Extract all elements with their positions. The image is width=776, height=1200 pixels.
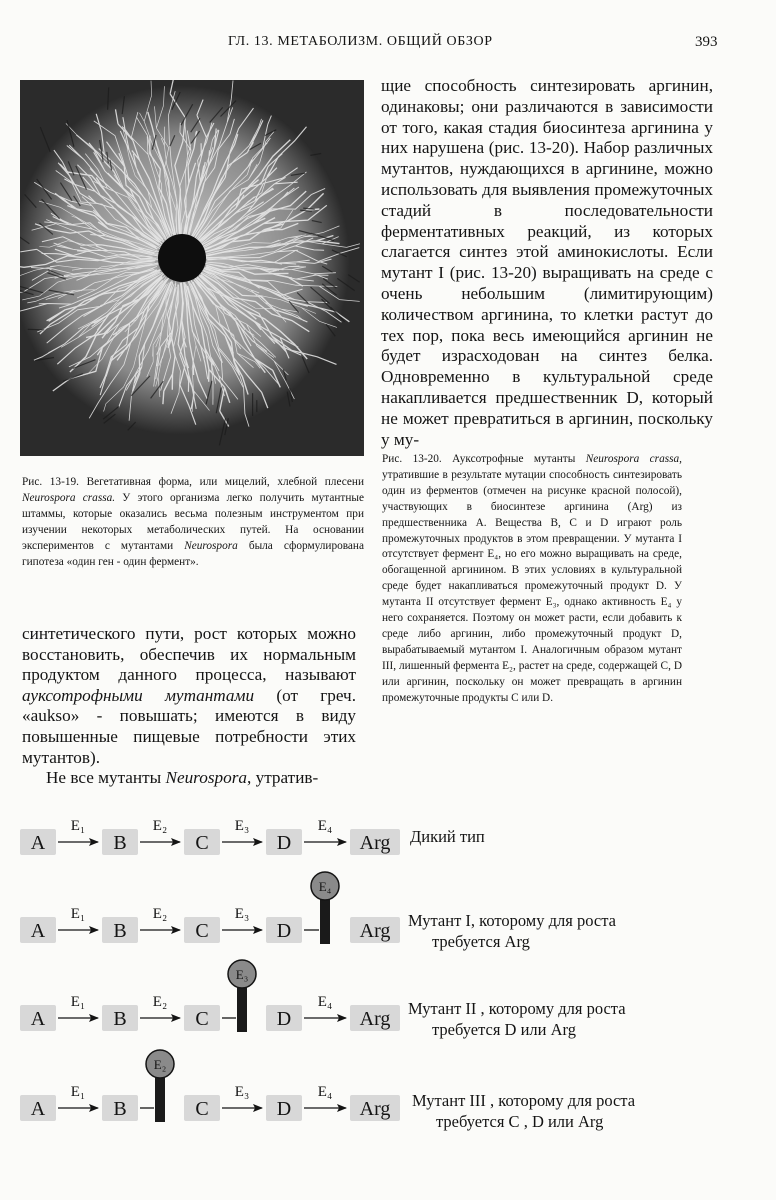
row-label-line: Мутант III , которому для роста: [412, 1091, 636, 1110]
paragraph: щие способность синтезировать аргинин, одинаковы; они различаются в зависимости от того, какая стадия биосинтеза аргинина у них нарушена (рис. 13-20). Набор различных мутантов, нуждающихся в аргинине, можно использовать для выявления промежуточных стадий в последовательности ферментативных реакций, из которых слагается синтез этой аминокислоты. Если мутант I (рис. 13-20) выращивать на среде с очень небольшим (лимитирующим) количеством аргинина, то клетки растут до тех пор, пока весь имеющийся аргинин не будет израсходован на синтез белка. Одновременно в культуральной среде накапливается предшественник D, который не может превратиться в аргинин, поскольку у му-: [381, 76, 713, 449]
left-column-text: [22, 624, 356, 789]
caption-label: Рис. 13-20.: [382, 453, 442, 465]
row-label-mutant-1: [408, 910, 616, 952]
block-bar: [155, 1074, 165, 1122]
enzyme-label: E₂: [152, 906, 168, 922]
caption-text: У этого организма легко получить мутантные штаммы, которые оказались весьма полезным инструментом при изучении некоторых метаболических путей. На основании экспериментов с мутантами: [22, 492, 364, 552]
row-label-wild-type: [410, 826, 485, 847]
enzyme-label: E₂: [152, 994, 168, 1010]
pathway-diagram: [20, 790, 760, 1150]
metabolite-B: B: [113, 832, 127, 854]
metabolite-C: C: [195, 832, 209, 854]
metabolite-A: A: [30, 920, 46, 942]
mycelium-photo: [20, 80, 364, 456]
caption-text: Ауксотрофные мутанты: [441, 453, 586, 465]
metabolite-C: C: [195, 1098, 209, 1120]
enzyme-label: E₁: [70, 994, 86, 1010]
pathway-row-1: [20, 872, 400, 944]
pathway-row-3: [20, 1050, 400, 1122]
paragraph-text: Не все мутанты: [46, 768, 166, 788]
row-label-line: Дикий тип: [410, 827, 485, 846]
blocked-enzyme-label: E₃: [235, 967, 249, 982]
metabolite-A: A: [30, 1098, 46, 1120]
enzyme-label: E₄: [317, 818, 333, 834]
metabolite-Arg: Arg: [359, 920, 391, 942]
term: ауксотрофными мутантами: [22, 685, 255, 705]
genus: Neurospora: [165, 768, 247, 788]
metabolite-C: C: [195, 1008, 209, 1030]
colony-center: [158, 234, 206, 282]
figure-13-20-caption: [382, 452, 682, 707]
blocked-enzyme-label: E₂: [153, 1057, 167, 1072]
enzyme-label: E₃: [234, 906, 250, 922]
metabolite-A: A: [30, 832, 46, 854]
row-label-mutant-2: [408, 998, 626, 1040]
page-number: 393: [695, 34, 718, 50]
metabolite-Arg: Arg: [359, 832, 391, 854]
caption-species: Neurospora crassa.: [22, 492, 116, 504]
metabolite-C: C: [195, 920, 209, 942]
metabolite-D: D: [276, 920, 292, 942]
running-title: ГЛ. 13. МЕТАБОЛИЗМ. ОБЩИЙ ОБЗОР: [228, 34, 493, 49]
metabolite-Arg: Arg: [359, 1008, 391, 1030]
enzyme-label: E₁: [70, 1084, 86, 1100]
caption-label: Рис. 13-19.: [22, 476, 79, 488]
metabolite-D: D: [276, 1098, 292, 1120]
metabolite-Arg: Arg: [359, 1098, 391, 1120]
caption-species: Neurospora crassa,: [585, 453, 682, 465]
row-label-line: Мутант II , которому для роста: [408, 999, 626, 1018]
pathway-svg: [20, 790, 760, 1150]
enzyme-label: E₁: [70, 818, 86, 834]
blocked-enzyme-label: E₄: [318, 879, 332, 894]
enzyme-label: E₄: [317, 994, 333, 1010]
paragraph-text: синтетического пути, рост которых можно восстановить, обеспечив их нормальным продуктом данного процесса, называют: [22, 624, 356, 685]
metabolite-B: B: [113, 920, 127, 942]
paragraph-text: (от греч. «auksо» - повышать; имеются в виду повышенные пищевые потребности этих мутантов).: [22, 685, 357, 767]
row-label-line: Мутант I, которому для роста: [408, 911, 616, 930]
metabolite-D: D: [276, 1008, 292, 1030]
row-label-line: требуется Arg: [432, 932, 530, 951]
enzyme-label: E₁: [70, 906, 86, 922]
paragraph-text: , утратив-: [247, 768, 319, 788]
caption-genus: Neurospora: [184, 540, 238, 552]
enzyme-label: E₃: [234, 1084, 250, 1100]
metabolite-B: B: [113, 1098, 127, 1120]
row-label-line: требуется С , D или Arg: [436, 1112, 604, 1131]
metabolite-D: D: [276, 832, 292, 854]
caption-text: утратившие в результате мутации способность синтезировать один из ферментов (отмечен на рисунке красной полосой), участвующих в биосинтезе аргинина (Arg) из предшественника А. Вещества В, С и D играют роль промежуточных продуктов в этом превращении. У мутанта I отсутствует фермент E₄, но его можно выращивать на среде, обогащенной аргинином. В этих условиях в культуральной среде будет накапливаться промежуточный продукт D. У мутанта II отсутствует фермент E₃, однако активность E₄ у него сохраняется. Поэтому он может расти, если добавить к среде либо аргинин, либо промежуточный продукт D, вырабатываемый мутантом I. Аналогичным образом мутант III, лишенный фермента E₂, растет на среде, содержащей С, D или аргинин, поскольку он может превращать в аргинин промежуточные продукты С или D.: [382, 468, 682, 704]
caption-text: Вегетативная форма, или мицелий, хлебной плесени: [78, 476, 364, 488]
enzyme-label: E₄: [317, 1084, 333, 1100]
enzyme-label: E₂: [152, 818, 168, 834]
mycelium-image: [20, 80, 364, 456]
block-bar: [237, 984, 247, 1032]
row-label-line: требуется D или Arg: [432, 1020, 576, 1039]
row-label-mutant-3: [412, 1090, 635, 1132]
metabolite-B: B: [113, 1008, 127, 1030]
metabolite-A: A: [30, 1008, 46, 1030]
caption-text: была сформулирована гипотеза «один ген - один фермент».: [22, 540, 364, 568]
block-bar: [320, 896, 330, 944]
pathway-row-0: [20, 818, 400, 855]
page-header: [0, 34, 776, 56]
figure-13-19-caption: [22, 474, 364, 570]
enzyme-label: E₃: [234, 818, 250, 834]
pathway-row-2: [20, 960, 400, 1032]
right-column-text: [381, 76, 713, 450]
